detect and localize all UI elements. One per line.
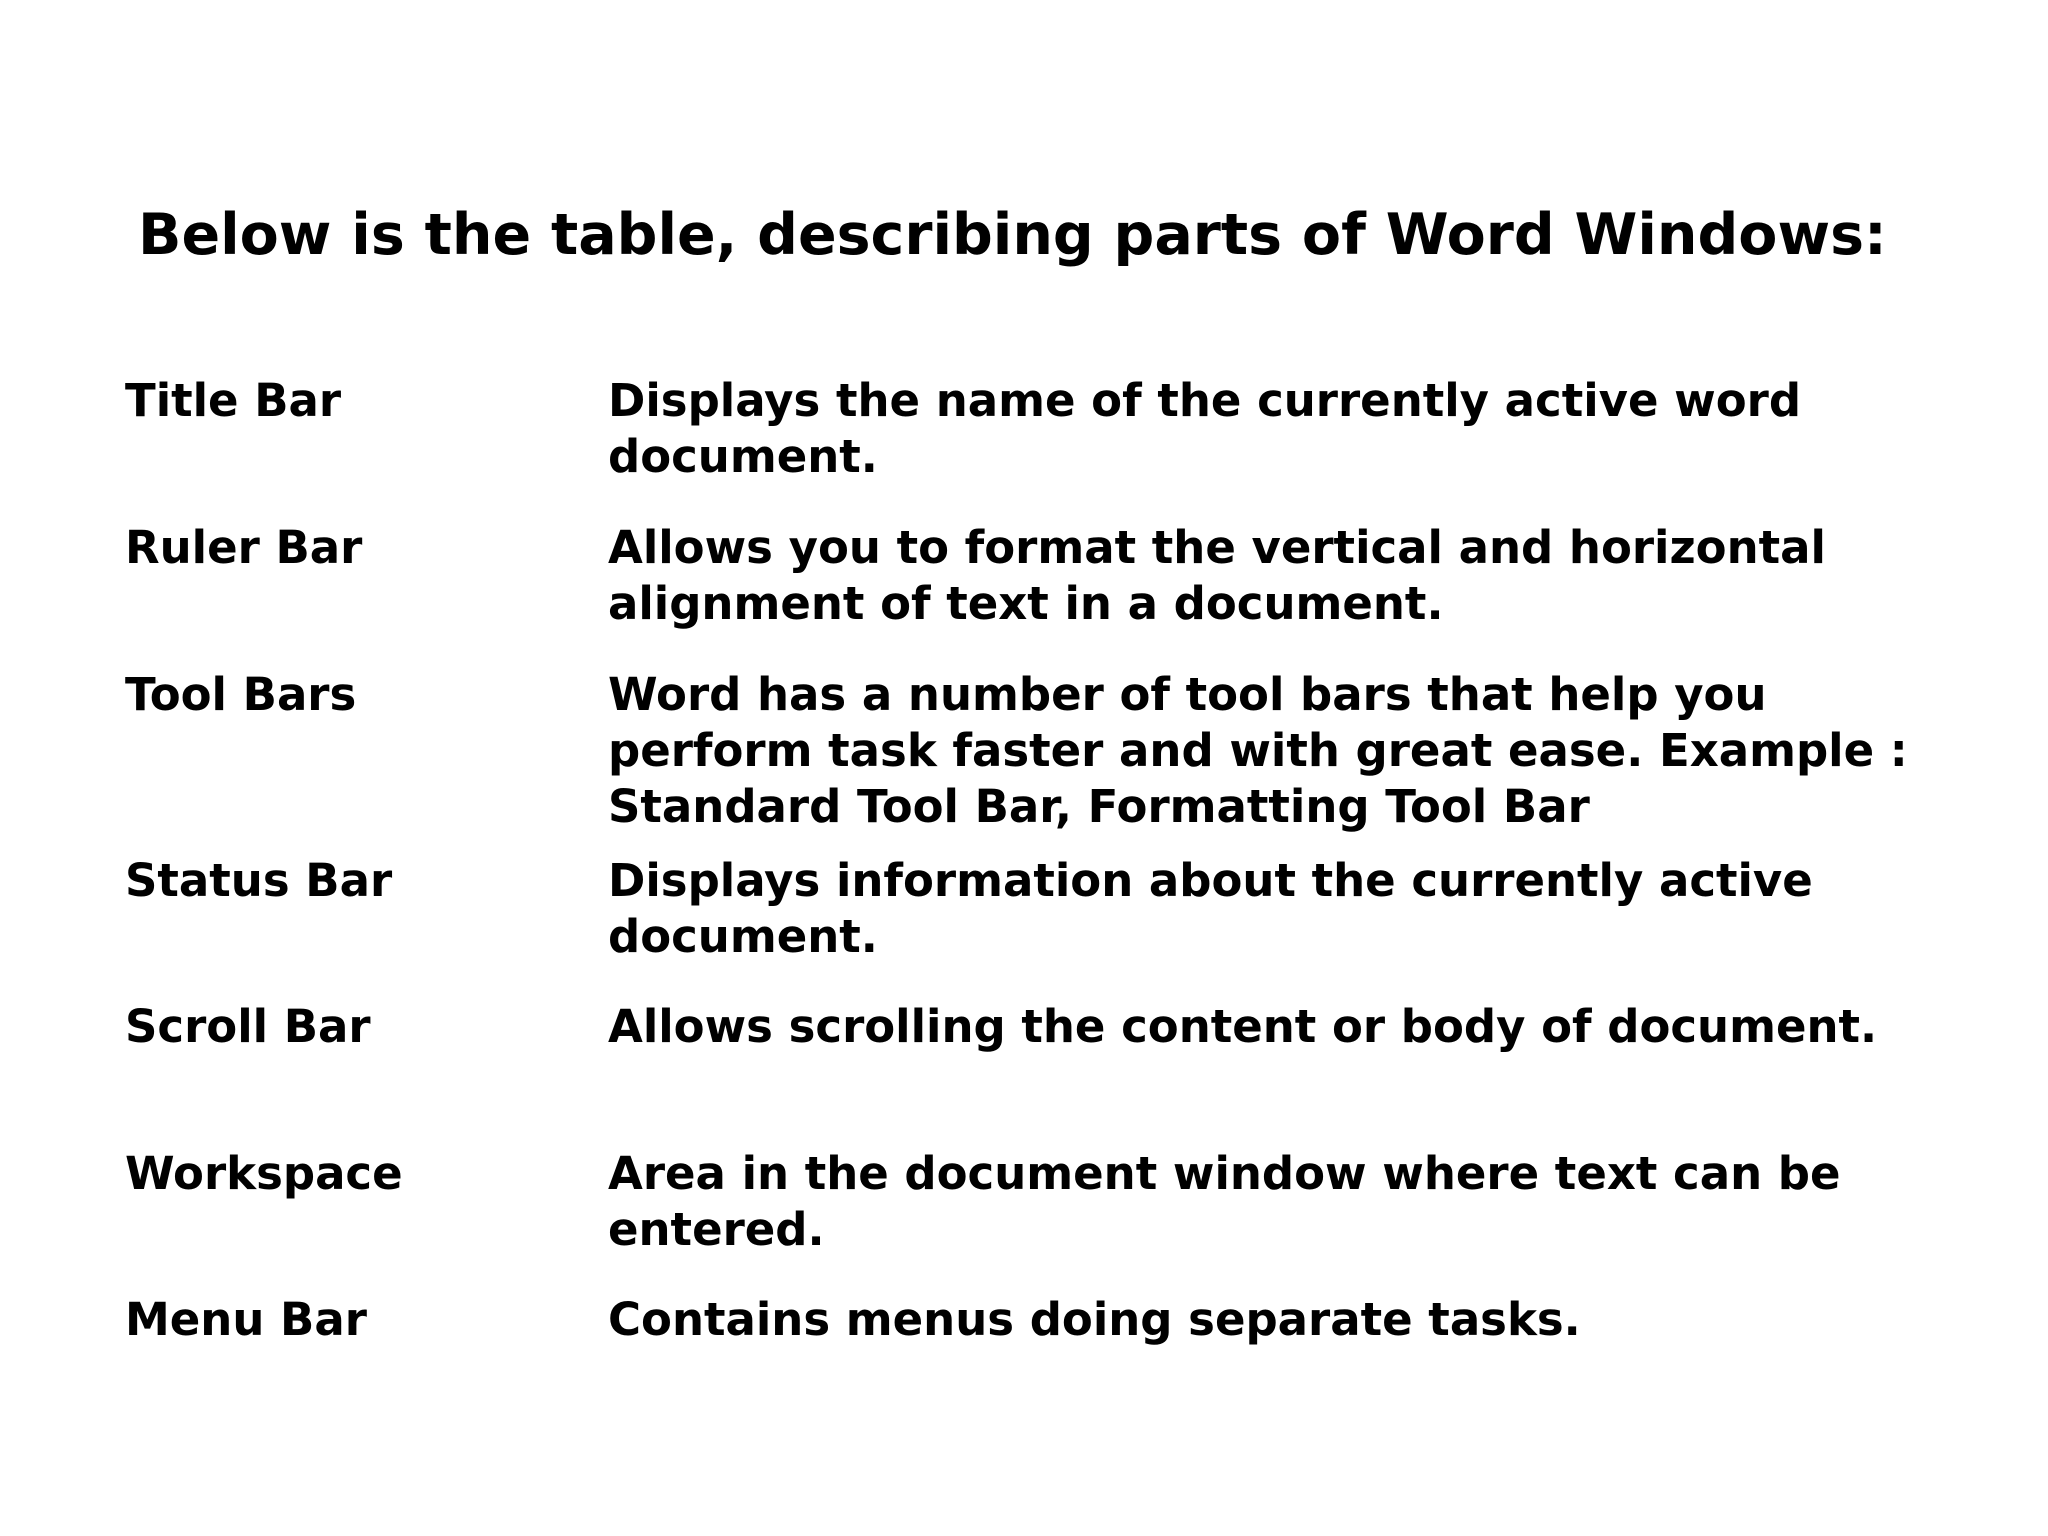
row-term: Menu Bar xyxy=(125,1293,367,1346)
row-description: Allows scrolling the content or body of document. xyxy=(608,1000,1878,1053)
page-title: Below is the table, describing parts of Word Windows: xyxy=(138,202,1887,268)
row-description: Area in the document window where text can be entered. xyxy=(608,1147,1841,1256)
row-description: Displays information about the currently active document. xyxy=(608,854,1813,963)
row-term: Title Bar xyxy=(125,374,342,427)
row-term: Workspace xyxy=(125,1147,403,1200)
row-term: Status Bar xyxy=(125,854,393,907)
row-description: Allows you to format the vertical and horizontal alignment of text in a document. xyxy=(608,521,1826,630)
row-term: Tool Bars xyxy=(125,668,357,721)
row-description: Contains menus doing separate tasks. xyxy=(608,1293,1581,1346)
row-term: Scroll Bar xyxy=(125,1000,371,1053)
row-term: Ruler Bar xyxy=(125,521,363,574)
row-description: Word has a number of tool bars that help you perform task faster and with great ease. Example : Standard Tool Bar, Formatting Tool Bar xyxy=(608,668,1908,833)
row-description: Displays the name of the currently active word document. xyxy=(608,374,1802,483)
